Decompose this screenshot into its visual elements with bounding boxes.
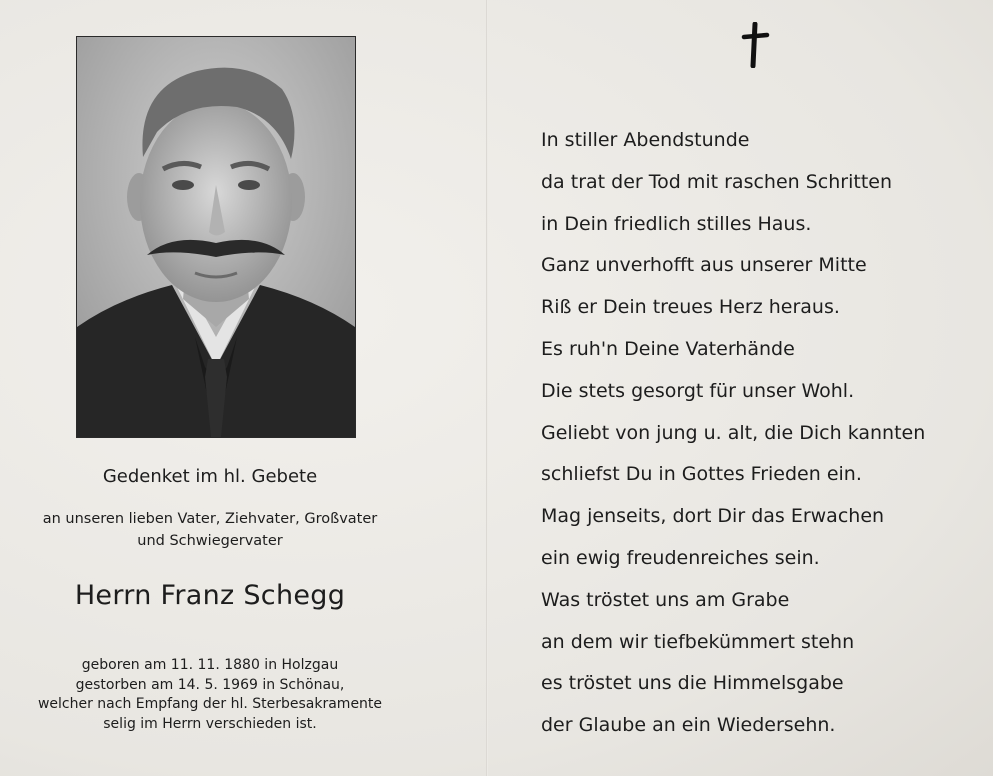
poem-line: es tröstet uns die Himmelsgabe bbox=[541, 672, 844, 695]
poem-line: Was tröstet uns am Grabe bbox=[541, 588, 790, 611]
closing-line: selig im Herrn verschieden ist. bbox=[103, 715, 317, 732]
memorial-poem bbox=[541, 120, 925, 747]
poem-line: an dem wir tiefbekümmert stehn bbox=[541, 630, 855, 653]
poem-line: Die stets gesorgt für unser Wohl. bbox=[541, 379, 855, 402]
birth-line: geboren am 11. 11. 1880 in Holzgau bbox=[81, 657, 339, 673]
deceased-name: Herrn Franz Schegg bbox=[74, 580, 346, 611]
cross-icon bbox=[740, 22, 770, 68]
poem-line: in Dein friedlich stilles Haus. bbox=[541, 212, 812, 235]
dedication-line: und Schwiegervater bbox=[137, 533, 283, 549]
poem-line: Geliebt von jung u. alt, die Dich kannten bbox=[541, 421, 926, 444]
dedication-line: an unseren lieben Vater, Ziehvater, Großvater bbox=[42, 511, 378, 527]
portrait-photo bbox=[76, 36, 356, 438]
poem-line: Riß er Dein treues Herz heraus. bbox=[541, 296, 840, 319]
remembrance-heading: Gedenket im hl. Gebete bbox=[102, 466, 318, 487]
poem-line: der Glaube an ein Wiedersehn. bbox=[541, 714, 836, 737]
life-details bbox=[0, 656, 420, 734]
poem-line: ein ewig freudenreiches sein. bbox=[541, 546, 820, 569]
poem-line: da trat der Tod mit raschen Schritten bbox=[541, 170, 892, 193]
poem-line: Mag jenseits, dort Dir das Erwachen bbox=[541, 505, 885, 528]
poem-line: Es ruh'n Deine Vaterhände bbox=[541, 337, 795, 360]
sacrament-line: welcher nach Empfang der hl. Sterbesakramente bbox=[37, 696, 383, 712]
poem-line: schliefst Du in Gottes Frieden ein. bbox=[541, 463, 862, 486]
dedication-text bbox=[0, 508, 420, 552]
poem-line: Ganz unverhofft aus unserer Mitte bbox=[541, 254, 867, 277]
death-line: gestorben am 14. 5. 1969 in Schönau, bbox=[75, 676, 345, 693]
poem-line: In stiller Abendstunde bbox=[541, 129, 750, 151]
card-fold bbox=[486, 0, 488, 776]
